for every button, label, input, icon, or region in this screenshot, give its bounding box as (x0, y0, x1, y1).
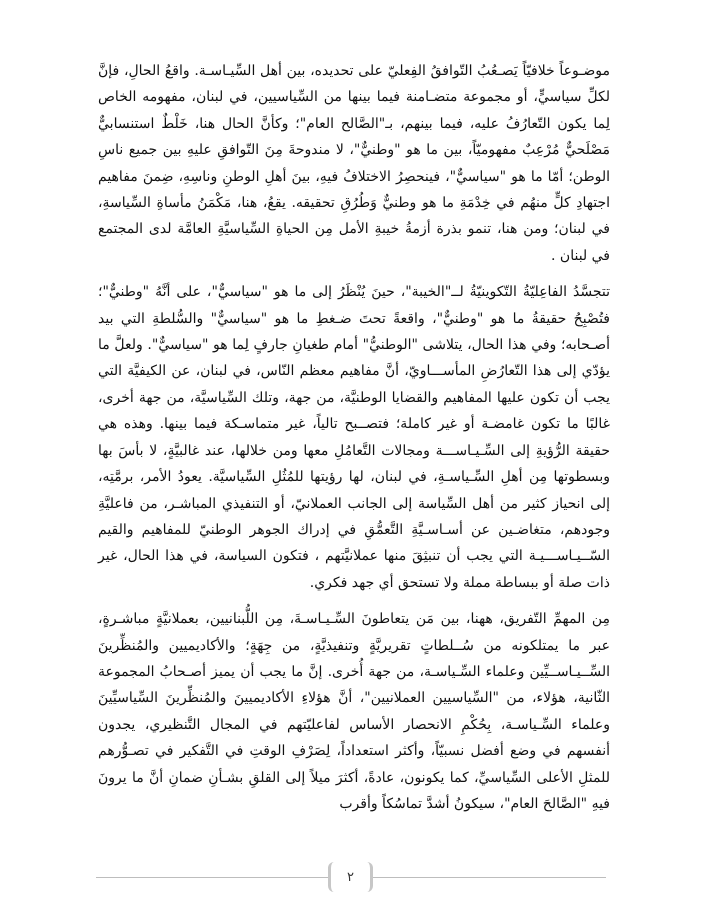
footer-rule-right (373, 877, 606, 878)
paragraph-2: تتجسَّدُ الفاعِليّةُ التّكوينيّةُ لــ"الخيبة"، حينَ يُنْظَرُ إلى ما هو "سياسيٌّ"، على أنَّهُ "وطنيٌّ"؛ فتُصْبِحُ حقيقةُ ما هو "وطنيٌّ"، واقعةً تحتَ ضـغطِ ما هو "سياسيٌّ" والسُّلطةِ التي بيد أصـحابه؛ وفي هذا الحال، يتلاشى "الوطنيُّ" أمام طغيانِ جارفٍ لِما هو "سياسيٌّ". ولعلَّ ما يؤدّي إلى هذا التّعارُضِ المأســـاويّ، أنَّ مفاهيم معظم النّاس، في لبنان، عن الكيفيَّة التي يجب أن تكون عليها المفاهيم والقضايا الوطنيَّة، من جهة، وتلك السِّياسيَّة، من جهة أخرى، غالبًا ما تكون غامضـة أو غير كاملة؛ فتصــبح تالياً، غير متماسـكة فيما بينها. وهذه هي حقيقة الرُّؤيةِ إلى السِّـيـاســـة ومجالات التَّعامُلِ معها ومن خلالها، عند غالبيَّةٍ، لا بأسَ بها وبسطوتها مِن أهلِ السِّـياسـةِ، في لبنان، لها رؤيتها للمُثُلِ السِّياسيَّة. يعودُ الأمر، برمَّتِه، إلى انحياز كثير من أهل السِّياسة إلى الجانب العملانيّ، أو التنفيذي المباشـر، من فاعليَّةِ وجودهم، متغاضـين عن أسـاسـيَّةِ التَّعمُّقِ في إدراك الجوهر الوطنيّ للمفاهيم والقيم السّــيـاســـيـة التي يجب أن تنبثِقَ منها عملانيَّتهم ، فتكون السياسة، في هذا الحال، غير ذات صلة أو ببساطة مملة ولا تستحق أي جهد فكري. (98, 284, 610, 591)
paragraph-3: مِن المهمِّ التّفريق، ههنا، بين مَن يتعاطونَ السِّـيـاسـةَ، مِن اللُّبنانيين، بعملانيَّةٍ مباشـرةٍ، عبر ما يمتلكونه من سُــلطاتٍ تقريريَّةٍ وتنفيذيَّةٍ، من جِهَةٍ؛ والأكاديميين والمُنظِّرينَ السِّــيـاســيِّين وعلماء السِّـياسـة، من جهة أُخرى. إنَّ ما يجب أن يميز أصـحابُ المجموعة الثّانية، هؤلاء، من "السِّياسيين العملانيين"، أنَّ هؤلاءِ الأكاديميينَ والمُنظِّرينَ السِّياسيِّينَ وعلماء السِّـياسـة، بِحُكْمِ الانحصار الأساس لفاعليّتهم في المجال التَّنظيري، يجدون أنفسهم في وضع أفضل نسبيّاً، وأكثر استعداداً، لِصَرْفِ الوقتِ في التَّفكير في تصـوُّرهم للمثلِ الأعلى السِّياسيِّ، كما يكونون، عادةً، أكثرَ ميلاً إلى القلقِ بشـأنِ ضمانِ أنَّ ما يرونَ فيهِ "الصَّالحَ العام"، سيكونُ أشدَّ تماسُكاً وأقرب (98, 611, 610, 812)
page-number: ٢ (347, 869, 354, 885)
page-body (98, 58, 610, 823)
page-footer (0, 858, 701, 894)
page-number-box (328, 862, 373, 892)
footer-rule-left (96, 877, 328, 878)
paragraph-1: موضـوعاً خلافيّاً يَصـعُبُ التّوافقُ الفِعليّ على تحديده، بين أهل السِّيـاسـة. واقعُ الحالِ، فإنَّ لكلِّ سياسيٍّ، أو مجموعة متضـامنة فيما بينها من السِّياسيين، في لبنان، مفهومه الخاص لِما يكون التّعارُفُ عليه، فيما بينهم، بـ"الصَّالح العام"؛ وكأنَّ الحال هنا، خَلْطٌ استنسابيٌّ مَصْلَحيٌّ مُرْعِبٌ مفهوميّاً، بين ما هو "وطنيٌّ"، لا مندوحةَ مِنَ التّوافقِ عليهِ بين جميع ناسِ الوطن؛ أمّا ما هو "سياسيٌّ"، فينحصِرُ الاختلافُ فيهِ، بينَ أهلِ الوطنِ وناسِهِ، ضِمنَ مفاهيم اجتهادِ كلٍّ منهُم في خِدْمَةِ ما هو وطنيٌّ وَطُرُقِ تحقيقه. يقعُ، هنا، مَكْمَنُ مأساةِ السِّياسةِ، في لبنان؛ ومن هنا، تنمو بذرة أزمةُ خيبةِ الأمل مِن الحياةِ السِّياسيَّةِ العامَّة لدى المجتمع في لبنان . (98, 63, 610, 264)
